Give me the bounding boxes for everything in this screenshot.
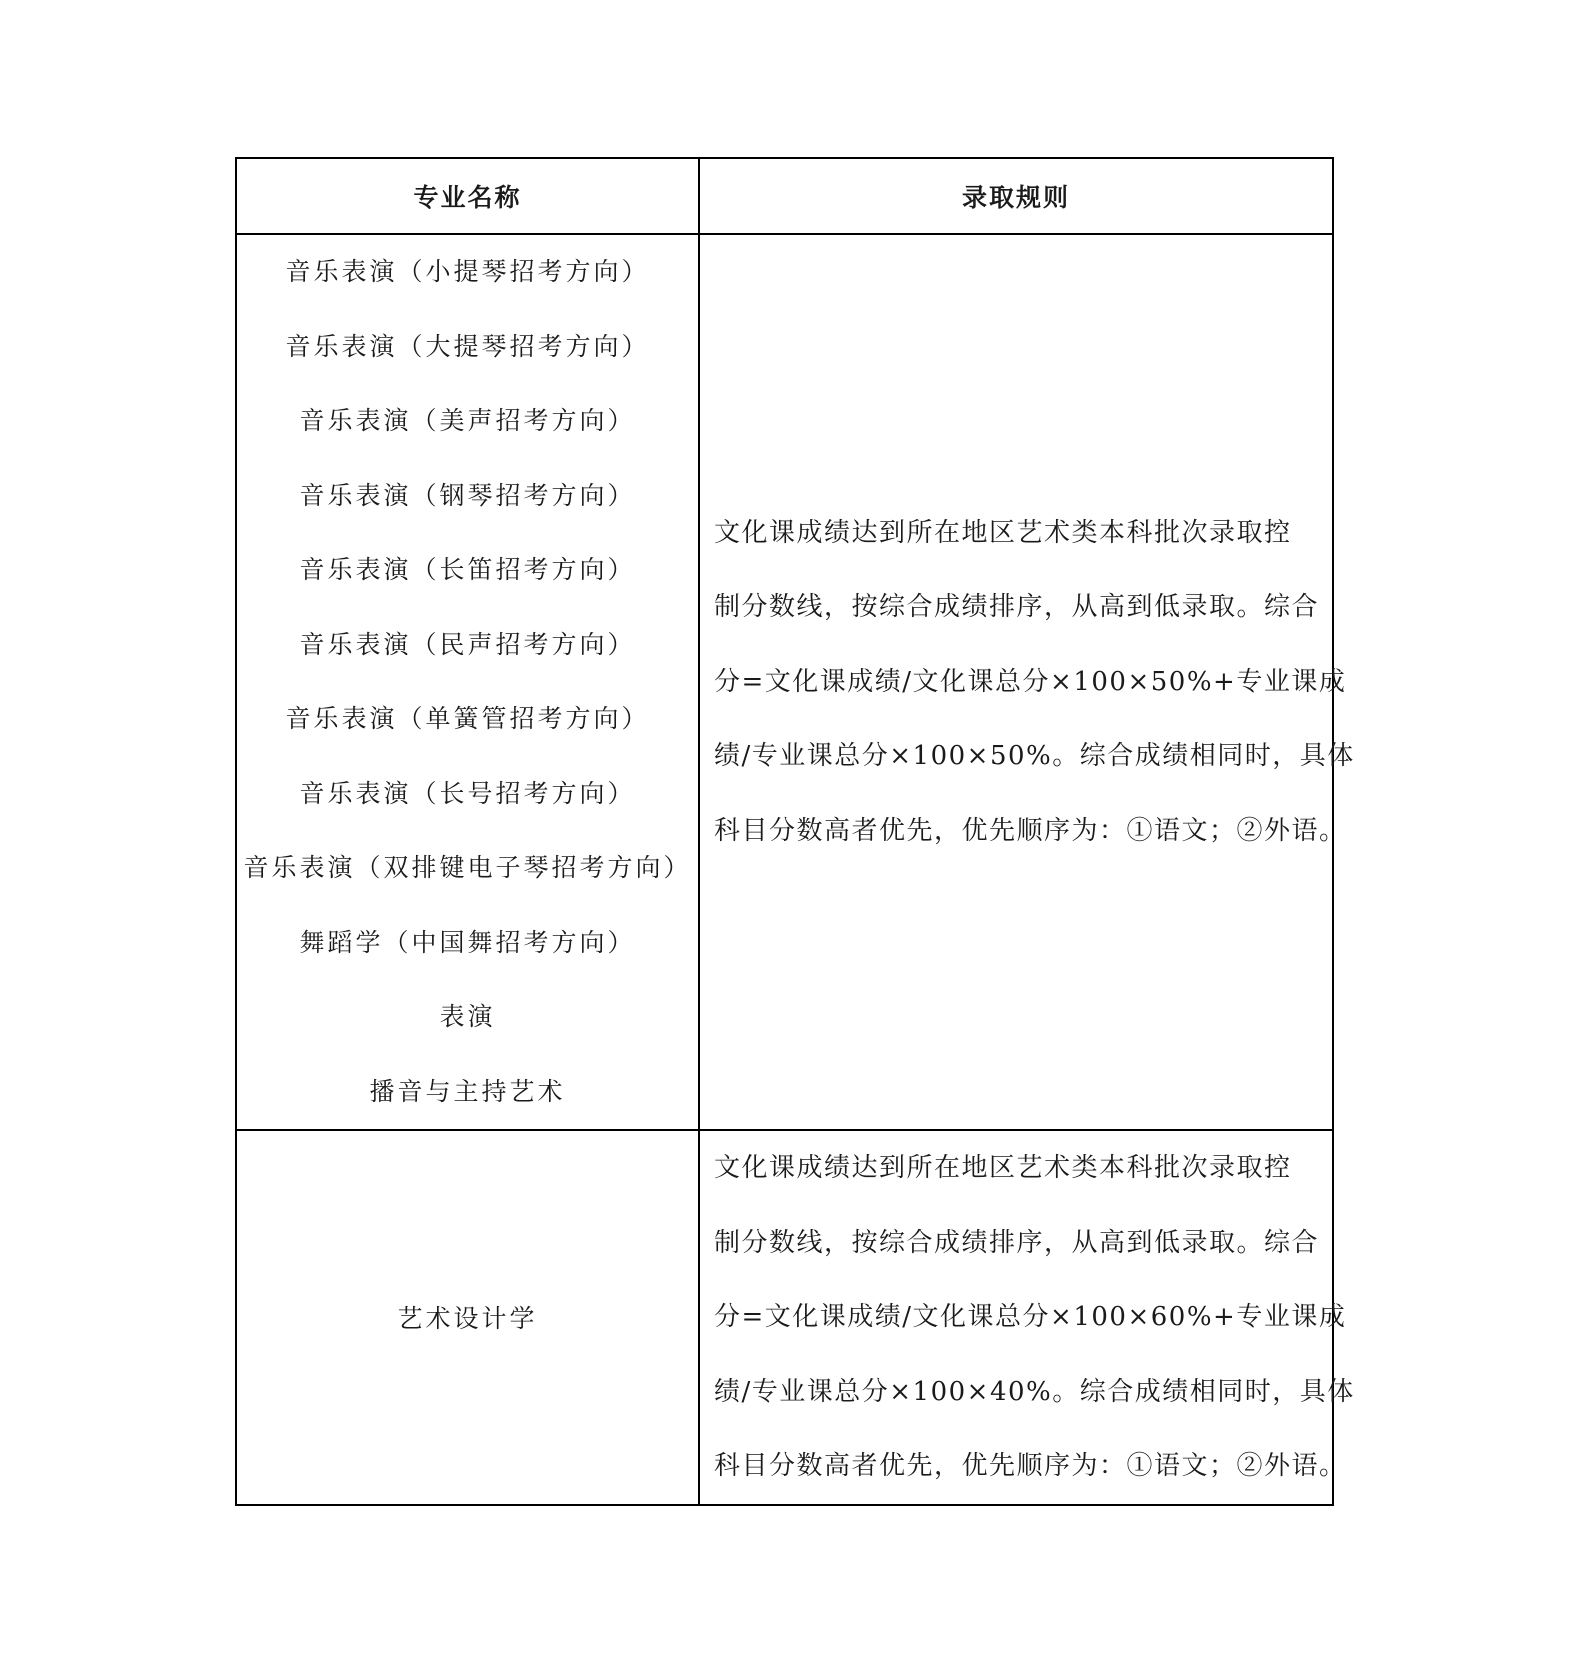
major-list <box>237 235 698 1129</box>
major-item: 音乐表演（单簧管招考方向） <box>285 704 650 733</box>
major-item: 音乐表演（双排键电子琴招考方向） <box>243 853 692 882</box>
major-cell <box>236 234 699 1130</box>
rule-line: 制分数线，按综合成绩排序，从高到低录取。综合 <box>714 592 1320 623</box>
major-item: 播音与主持艺术 <box>369 1076 566 1106</box>
rule-cell <box>699 234 1355 1130</box>
major-item: 音乐表演（钢琴招考方向） <box>299 480 636 510</box>
major-item: 艺术设计学 <box>397 1304 538 1334</box>
table-row <box>236 234 1333 1130</box>
rule-line: 科目分数高者优先，优先顺序为：①语文；②外语。 <box>714 1451 1347 1481</box>
major-item: 音乐表演（美声招考方向） <box>299 406 636 435</box>
admission-rules-table <box>235 157 1355 1506</box>
rule-line: 分=文化课成绩/文化课总分×100×50%+专业课成 <box>714 666 1347 697</box>
rule-text <box>700 1131 1355 1504</box>
rule-text <box>700 496 1355 869</box>
rule-line: 文化课成绩达到所在地区艺术类本科批次录取控 <box>714 517 1292 548</box>
major-item: 音乐表演（长号招考方向） <box>299 778 636 808</box>
rule-line: 科目分数高者优先，优先顺序为：①语文；②外语。 <box>714 815 1347 846</box>
major-item: 音乐表演（大提琴招考方向） <box>285 331 650 361</box>
major-item: 表演 <box>439 1002 496 1031</box>
rule-line: 文化课成绩达到所在地区艺术类本科批次录取控 <box>714 1153 1292 1183</box>
rule-line: 制分数线，按综合成绩排序，从高到低录取。综合 <box>714 1227 1320 1258</box>
header-admission-rule: 录取规则 <box>699 158 1333 234</box>
major-cell <box>236 1130 699 1505</box>
table-header-row <box>236 158 1333 234</box>
major-item: 音乐表演（民声招考方向） <box>299 629 636 659</box>
rule-line: 绩/专业课总分×100×50%。综合成绩相同时，具体 <box>714 741 1355 772</box>
major-item: 音乐表演（长笛招考方向） <box>299 555 636 584</box>
rule-cell <box>699 1130 1355 1505</box>
rule-line: 分=文化课成绩/文化课总分×100×60%+专业课成 <box>714 1302 1347 1332</box>
major-item: 舞蹈学（中国舞招考方向） <box>299 927 636 957</box>
rule-line: 绩/专业课总分×100×40%。综合成绩相同时，具体 <box>714 1376 1355 1407</box>
header-major-name: 专业名称 <box>236 158 699 234</box>
major-item: 音乐表演（小提琴招考方向） <box>285 257 650 286</box>
table-row <box>236 1130 1333 1505</box>
